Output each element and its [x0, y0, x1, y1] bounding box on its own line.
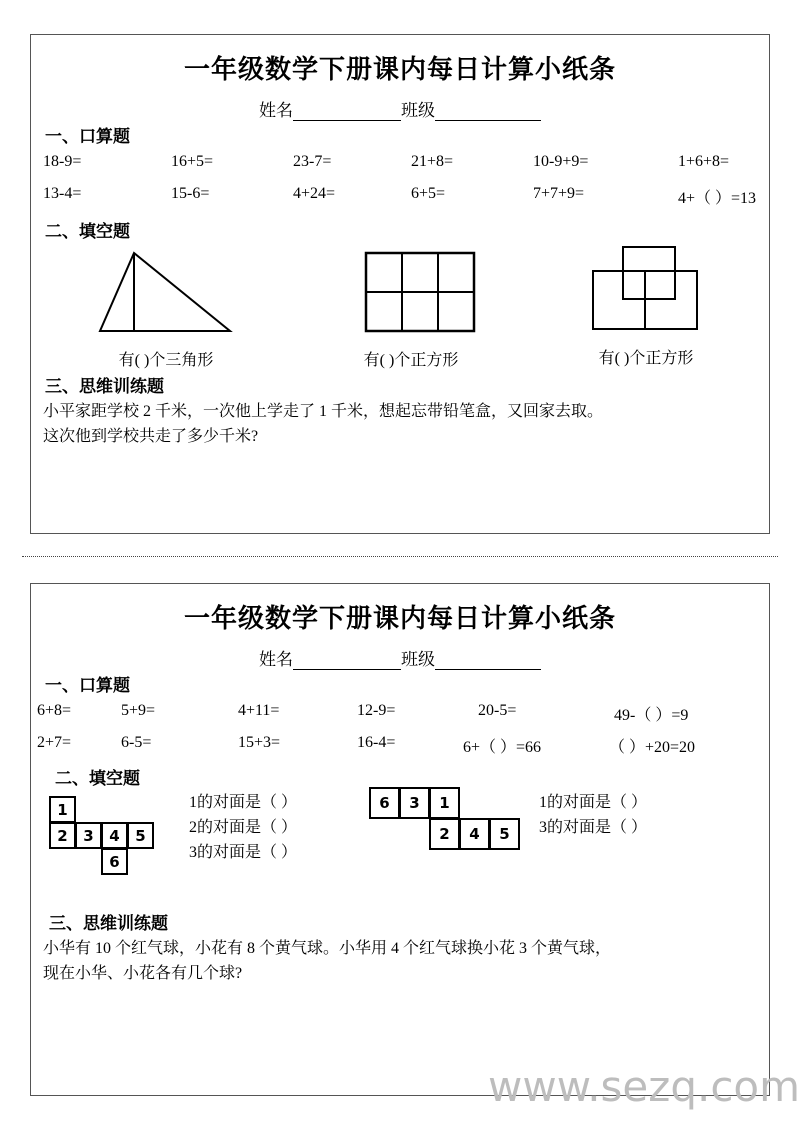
calc-item: 15+3= [238, 734, 281, 751]
section-2-heading-1: 二、填空题 [45, 222, 130, 242]
word-problem-2 [43, 936, 765, 986]
page-title-2: 一年级数学下册课内每日计算小纸条 [183, 604, 616, 634]
calc-item: 18-9= [43, 153, 82, 170]
calc-item: 13-4= [43, 185, 82, 202]
figure-caption: 有( )个正方形 [598, 350, 694, 367]
calc-item: 4+24= [293, 185, 336, 202]
class-label-2: 班级 [401, 650, 435, 669]
site-watermark: www.sezq.com [488, 1062, 800, 1111]
calc-item: 6-5= [121, 734, 152, 751]
calc-item: 16+5= [171, 153, 214, 170]
class-label-1: 班级 [401, 101, 435, 120]
section-3-heading-1: 三、思维训练题 [45, 377, 164, 397]
net-cell: 4 [459, 818, 490, 850]
class-blank-1[interactable] [435, 103, 541, 121]
net-cell: 5 [127, 822, 154, 849]
worksheet-card-2 [30, 583, 770, 1096]
calc-item: 49-（ ）=9 [614, 707, 689, 724]
calc-item: 21+8= [411, 153, 454, 170]
section-1-heading-2: 一、口算题 [45, 676, 130, 696]
problem-line: 现在小华、小花各有几个球? [43, 965, 243, 982]
opposite-face-questions-right [539, 790, 647, 840]
net-cell: 1 [429, 787, 460, 819]
calc-item: 5+9= [121, 702, 156, 719]
net-cell: 6 [369, 787, 400, 819]
calc-row [43, 153, 758, 171]
calc-item: 23-7= [293, 153, 332, 170]
calc-item: 6+8= [37, 702, 72, 719]
calc-row [37, 702, 762, 725]
net-cell: 1 [49, 796, 76, 823]
problem-line: 小华有 10 个红气球，小花有 8 个黄气球。小华用 4 个红气球换小花 3 个黄气球， [43, 940, 612, 957]
opposite-face-questions-left [189, 790, 297, 865]
student-info-line-2 [31, 645, 769, 670]
question-line: 1的对面是（ ） [539, 794, 648, 811]
calc-item: 6+（ ）=66 [463, 739, 542, 756]
calc-item: 20-5= [478, 702, 517, 719]
calc-item: 6+5= [411, 185, 446, 202]
figure-caption: 有( )个正方形 [363, 352, 459, 369]
figure-triangle [86, 247, 246, 370]
sheet-separator [22, 556, 778, 557]
question-line: 3的对面是（ ） [539, 819, 648, 836]
page-title-1: 一年级数学下册课内每日计算小纸条 [183, 55, 616, 85]
word-problem-1 [43, 399, 758, 449]
section-1-heading-1: 一、口算题 [45, 127, 130, 147]
figure-grid [331, 247, 491, 370]
triangle-with-altitude-icon [86, 247, 246, 339]
calc-item: 7+7+9= [533, 185, 585, 202]
calc-item: 4+11= [238, 702, 280, 719]
net-cell: 5 [489, 818, 520, 850]
calc-item: 4+（ ）=13 [678, 190, 757, 207]
calc-item: 15-6= [171, 185, 210, 202]
calc-item: 12-9= [357, 702, 396, 719]
calc-item: 1+6+8= [678, 153, 730, 170]
net-cell: 3 [399, 787, 430, 819]
calc-item: 16-4= [357, 734, 396, 751]
net-cell: 4 [101, 822, 128, 849]
problem-line: 这次他到学校共走了多少千米? [43, 428, 259, 445]
overlapping-squares-icon [561, 243, 731, 339]
cube-net-right [369, 787, 529, 867]
student-info-line-1 [31, 96, 769, 121]
section-3-heading-2: 三、思维训练题 [49, 914, 168, 934]
figure-overlapping-squares [561, 243, 731, 368]
net-cell: 2 [49, 822, 76, 849]
class-blank-2[interactable] [435, 652, 541, 670]
net-cell: 6 [101, 848, 128, 875]
name-label-1: 姓名 [259, 101, 293, 120]
calc-row [43, 185, 758, 208]
name-blank-2[interactable] [293, 652, 401, 670]
cube-net-left [49, 796, 169, 878]
name-blank-1[interactable] [293, 103, 401, 121]
figure-caption: 有( )个三角形 [118, 352, 214, 369]
calc-item: 10-9+9= [533, 153, 589, 170]
calc-item: 2+7= [37, 734, 72, 751]
section-2-heading-2: 二、填空题 [55, 769, 140, 789]
net-cell: 2 [429, 818, 460, 850]
question-line: 1的对面是（ ） [189, 794, 298, 811]
worksheet-card-1 [30, 34, 770, 534]
calc-row [37, 734, 762, 757]
calc-item: （ ）+20=20 [609, 739, 696, 756]
name-label-2: 姓名 [259, 650, 293, 669]
question-line: 2的对面是（ ） [189, 819, 298, 836]
problem-line: 小平家距学校 2 千米，一次他上学走了 1 千米，想起忘带铅笔盒，又回家去取。 [43, 403, 604, 420]
question-line: 3的对面是（ ） [189, 844, 298, 861]
grid-3x2-icon [331, 247, 491, 339]
net-cell: 3 [75, 822, 102, 849]
